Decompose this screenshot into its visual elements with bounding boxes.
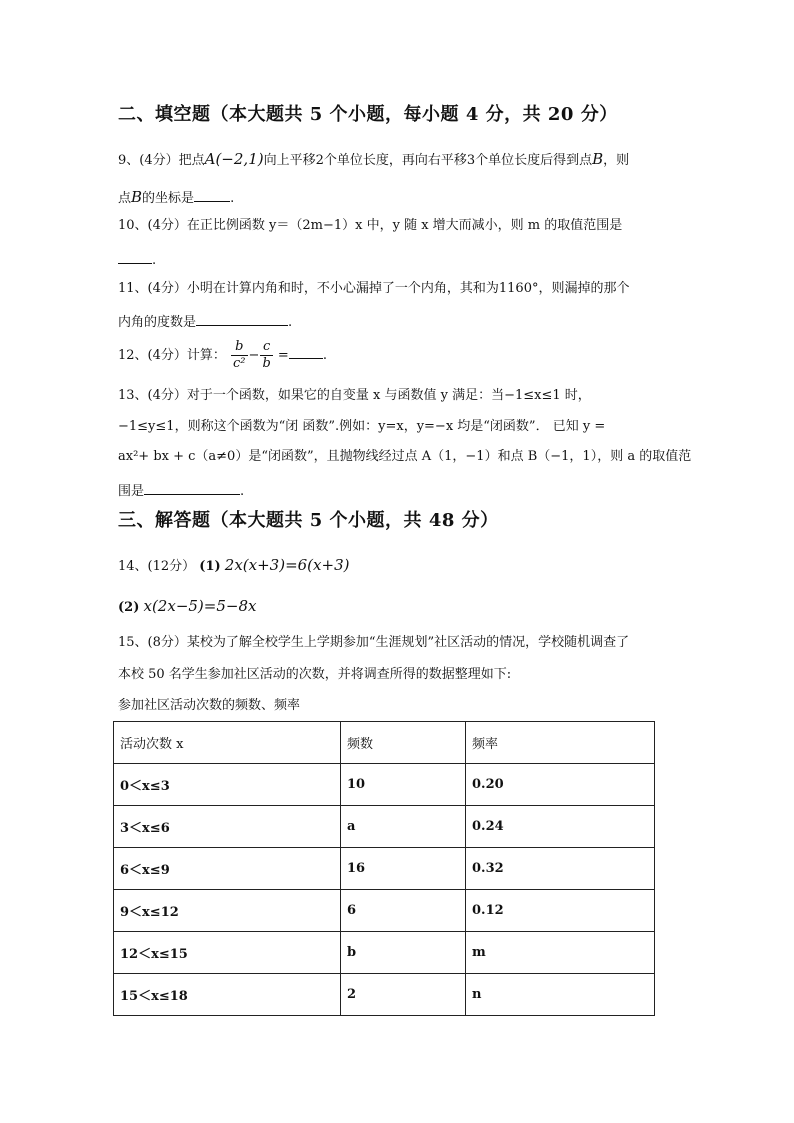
q9-point-a: A(−2,1) [204, 150, 264, 168]
q13-line4-text: 围是 [118, 484, 145, 499]
section-3-heading: 三、解答题（本大题共 5 个小题，共 48 分） [118, 510, 499, 531]
table-caption: 参加社区活动次数的频数、频率 [118, 698, 301, 713]
q11-answer-blank [196, 311, 288, 326]
table-row [114, 890, 655, 932]
table-cell: 0.20 [466, 764, 655, 806]
question-9-line-1 [118, 150, 629, 170]
q13-answer-blank [144, 480, 240, 495]
table-cell: 3＜x≤6 [114, 806, 341, 848]
table-cell: 0＜x≤3 [114, 764, 341, 806]
q12-answer-blank [289, 344, 323, 359]
q14-part-1-label: (1) [199, 559, 221, 574]
q9-point-b: B [592, 150, 604, 168]
question-11-line-1: 11、(4分）小明在计算内角和时，不小心漏掉了一个内角，其和为1160°，则漏掉的那个 [118, 281, 630, 296]
table-cell: b [341, 932, 466, 974]
question-15-line-1: 15、(8分）某校为了解全校学生上学期参加“生涯规划”社区活动的情况，学校随机调查了 [118, 635, 630, 650]
question-13-line-4 [118, 480, 244, 501]
question-14-part-1 [118, 556, 349, 576]
question-10-line-1: 10、(4分）在正比例函数 y＝（2m−1）x 中，y 随 x 增大而减小，则 m 的取值范围是 [118, 218, 623, 233]
q12-f1-denominator: c² [233, 356, 246, 371]
q12-fraction-1 [231, 339, 248, 372]
question-9-line-2 [118, 187, 234, 208]
question-10-line-2 [118, 249, 156, 270]
table-cell: 10 [341, 764, 466, 806]
section-2-heading: 二、填空题（本大题共 5 个小题，每小题 4 分，共 20 分） [118, 104, 618, 125]
q9-lead: 9、(4分）把点 [118, 153, 205, 168]
q9-line2-coords-text: 的坐标是 [142, 191, 195, 206]
q14-equation-1: 2x(x+3)=6(x+3) [224, 556, 350, 574]
question-12 [118, 338, 327, 374]
q11-period: . [288, 315, 293, 330]
table-cell: a [341, 806, 466, 848]
q14-lead: 14、(12分） [118, 559, 196, 574]
table-cell: 15＜x≤18 [114, 974, 341, 1016]
q10-answer-blank [118, 249, 152, 264]
q12-minus: − [248, 348, 260, 363]
q11-line2-text: 内角的度数是 [118, 315, 197, 330]
question-14-part-2 [118, 597, 256, 617]
table-row [114, 806, 655, 848]
q9-period: . [230, 191, 235, 206]
table-row [114, 848, 655, 890]
q12-lead: 12、(4分）计算： [118, 348, 226, 363]
question-13-line-1: 13、(4分）对于一个函数，如果它的自变量 x 与函数值 y 满足：当−1≤x≤1 时， [118, 388, 591, 403]
question-13-line-3: ax²+ bx + c（a≠0）是“闭函数”，且抛物线经过点 A（1，−1）和点 B（−1，1），则 a 的取值范 [118, 449, 692, 464]
table-cell: n [466, 974, 655, 1016]
q10-period: . [152, 253, 157, 268]
q12-period: . [322, 348, 327, 363]
q12-fraction-2 [260, 339, 272, 372]
table-row [114, 974, 655, 1016]
question-11-line-2 [118, 311, 292, 332]
table-cell: 6＜x≤9 [114, 848, 341, 890]
q12-f2-numerator: c [260, 339, 272, 356]
q9-rest: 向上平移2个单位长度，再向右平移3个单位长度后得到点 [263, 153, 593, 168]
table-row [114, 932, 655, 974]
table-header-row [114, 722, 655, 764]
table-cell: 0.32 [466, 848, 655, 890]
q13-period: . [240, 484, 245, 499]
q12-f2-denominator: b [262, 356, 271, 371]
frequency-table [113, 721, 655, 1016]
table-cell: 16 [341, 848, 466, 890]
table-cell: 0.12 [466, 890, 655, 932]
table-row [114, 764, 655, 806]
question-13-line-2: −1≤y≤1，则称这个函数为“闭 函数”.例如：y=x，y=−x 均是“闭函数”． 已知 y = [118, 419, 606, 434]
q9-answer-blank [194, 187, 230, 202]
table-cell: 2 [341, 974, 466, 1016]
table-cell: 9＜x≤12 [114, 890, 341, 932]
q9-line2-text: 点 [118, 191, 132, 206]
table-cell: 12＜x≤15 [114, 932, 341, 974]
q12-f1-numerator: b [231, 339, 248, 356]
table-cell: m [466, 932, 655, 974]
question-15-line-2: 本校 50 名学生参加社区活动的次数，并将调查所得的数据整理如下: [118, 667, 512, 682]
table-cell: 6 [341, 890, 466, 932]
table-cell: 0.24 [466, 806, 655, 848]
table-header-cell: 频率 [466, 722, 655, 764]
q12-equals: = [277, 348, 289, 363]
q14-part-2-label: (2) [118, 600, 140, 615]
table-header-cell: 频数 [341, 722, 466, 764]
q9-line2-point-b: B [131, 188, 143, 206]
q9-end: ，则 [603, 153, 630, 168]
table-header-cell: 活动次数 x [114, 722, 341, 764]
q14-equation-2: x(2x−5)=5−8x [143, 597, 257, 615]
